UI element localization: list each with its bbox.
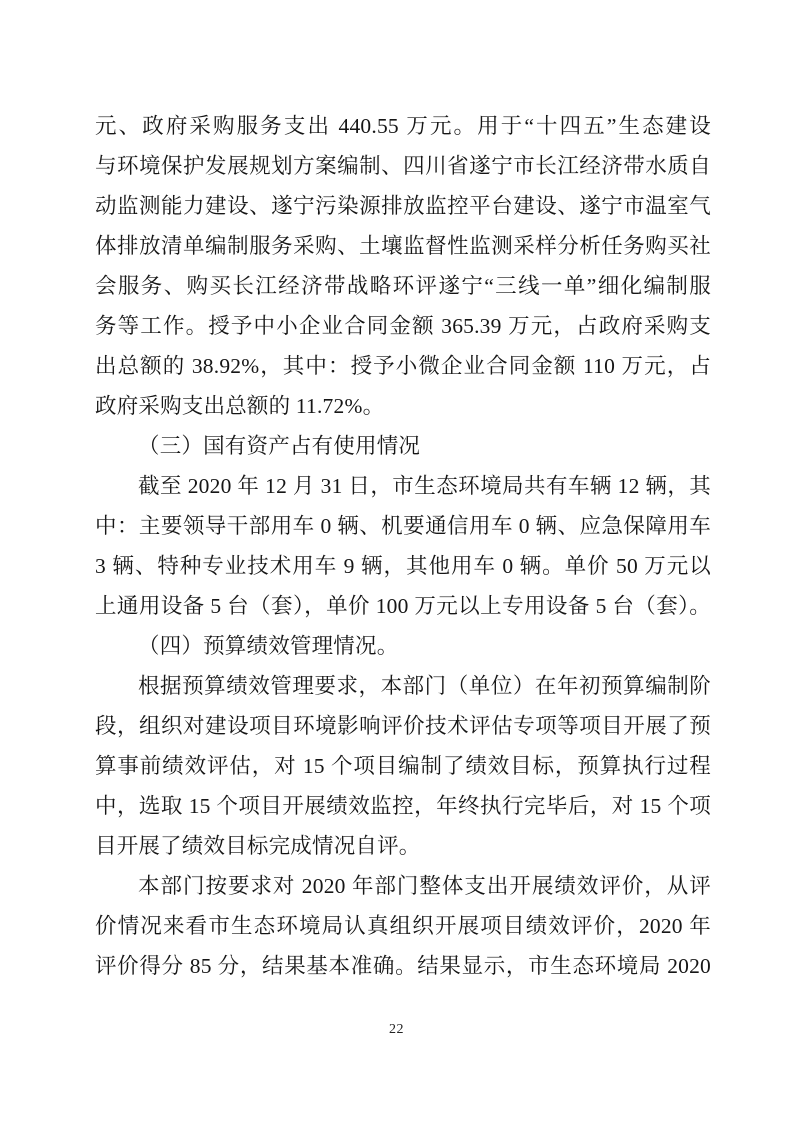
section-heading: （三）国有资产占有使用情况	[138, 434, 421, 458]
text-line: 根据预算绩效管理要求，本部门（单位）在年初预算编制阶	[138, 674, 711, 698]
text-line: 上通用设备 5 台（套），单价 100 万元以上专用设备 5 台（套）。	[95, 594, 711, 618]
text-line: 与环境保护发展规划方案编制、四川省遂宁市长江经济带水质自	[95, 154, 711, 178]
text-line: 价情况来看市生态环境局认真组织开展项目绩效评价，2020 年	[95, 914, 711, 938]
text-line: 体排放清单编制服务采购、土壤监督性监测采样分析任务购买社	[95, 234, 711, 258]
text-line: 目开展了绩效目标完成情况自评。	[95, 834, 421, 858]
page-footer	[0, 1020, 793, 1040]
section	[95, 626, 711, 666]
section-heading: （四）预算绩效管理情况。	[138, 634, 399, 658]
section	[95, 426, 711, 466]
page-number: 22	[389, 1022, 404, 1037]
text-line: 中，选取 15 个项目开展绩效监控，年终执行完毕后，对 15 个项	[95, 794, 711, 818]
text-line: 务等工作。授予中小企业合同金额 365.39 万元，占政府采购支	[95, 314, 711, 338]
text-line: 段，组织对建设项目环境影响评价技术评估专项等项目开展了预	[95, 714, 711, 738]
text-line: 政府采购支出总额的 11.72%。	[95, 394, 385, 418]
document-body	[95, 106, 711, 986]
text-line: 会服务、购买长江经济带战略环评遂宁“三线一单”细化编制服	[95, 274, 711, 298]
text-line: 元、政府采购服务支出 440.55 万元。用于“十四五”生态建设	[95, 114, 711, 138]
text-line: 3 辆、特种专业技术用车 9 辆，其他用车 0 辆。单价 50 万元以	[95, 554, 711, 578]
text-line: 截至 2020 年 12 月 31 日，市生态环境局共有车辆 12 辆，其	[138, 474, 711, 498]
paragraph	[95, 866, 711, 986]
text-line: 出总额的 38.92%，其中：授予小微企业合同金额 110 万元，占	[95, 354, 711, 378]
text-line: 评价得分 85 分，结果基本准确。结果显示，市生态环境局 2020	[95, 954, 711, 978]
paragraph	[95, 106, 711, 426]
text-line: 中：主要领导干部用车 0 辆、机要通信用车 0 辆、应急保障用车	[95, 514, 711, 538]
text-line: 算事前绩效评估，对 15 个项目编制了绩效目标，预算执行过程	[95, 754, 711, 778]
paragraph	[95, 466, 711, 626]
paragraph	[95, 666, 711, 866]
text-line: 动监测能力建设、遂宁污染源排放监控平台建设、遂宁市温室气	[95, 194, 711, 218]
text-line: 本部门按要求对 2020 年部门整体支出开展绩效评价，从评	[138, 874, 711, 898]
